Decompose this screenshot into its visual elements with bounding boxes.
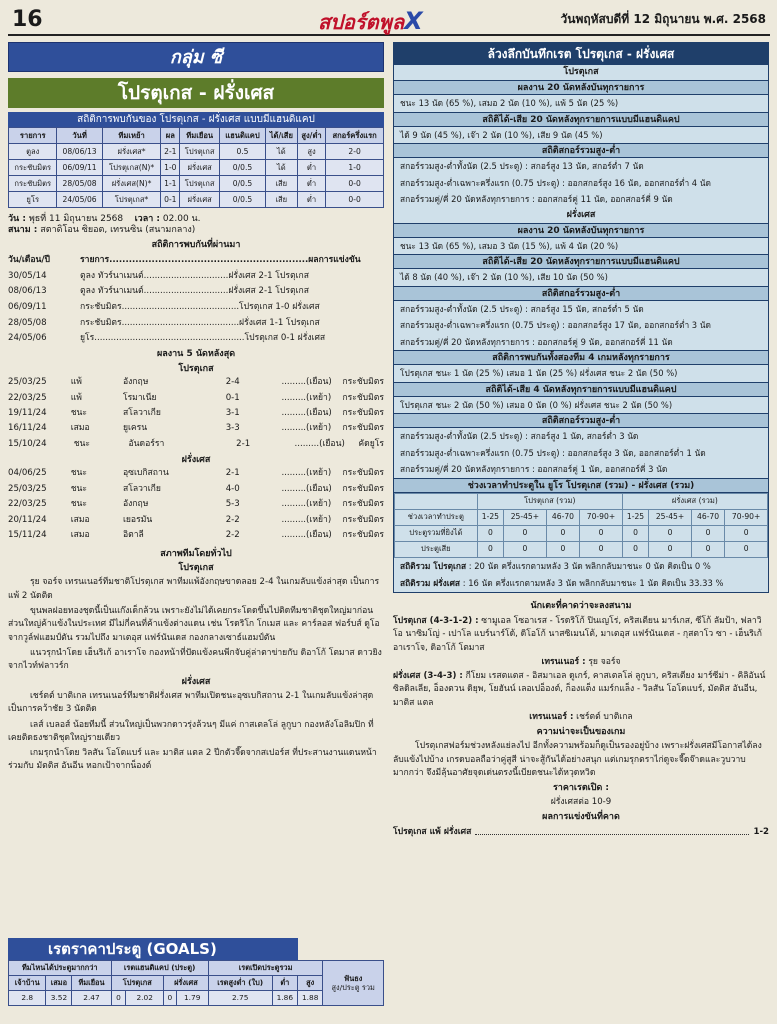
form-result: ชนะ (70, 468, 88, 479)
record-subtitle: สถิติได้-เสีย 20 นัดหลังทุกรายการแบบมีแฮนดิแคป (394, 112, 768, 127)
form-score: 2-4 (225, 377, 240, 388)
handicap-stats-title: สถิติการพบกันของ โปรตุเกส - ฝรั่งเศส แบบมีแฮนดิแคป (8, 112, 384, 127)
form-row (8, 421, 384, 436)
timing-cell: 0 (649, 541, 692, 557)
form-score: 2-2 (225, 529, 240, 540)
form-date: 20/11/24 (8, 514, 47, 525)
form-opponent: สโลวาเกีย (122, 407, 161, 418)
form-date: 04/06/25 (8, 468, 47, 479)
stats-cell: 2-0 (326, 144, 384, 160)
timing-cell: 25-45+ (504, 509, 547, 525)
record-line: สกอร์รวมสูง-ต่ำเฉพาะครึ่งแรก (0.75 ประตู) : ออกสกอร์สูง 16 นัด, ออกสกอร์ต่ำ 4 นัด (400, 177, 711, 188)
form-score: 5-3 (225, 499, 240, 510)
time-label: เวลา : (134, 214, 161, 224)
form-score: 2-1 (236, 438, 251, 449)
masthead (8, 2, 770, 36)
team-status-title: สภาพทีมโดยทั่วไป (160, 548, 232, 559)
form-date: 25/03/25 (8, 483, 47, 494)
h2h-title: สถิติการพบกันที่ผ่านมา (151, 239, 241, 250)
table-row (9, 144, 384, 160)
record-line: โปรตุเกส ชนะ 2 นัด (50 %) เสมอ 0 นัด (0 %) ฝรั่งเศส ชนะ 2 นัด (50 %) (400, 399, 673, 410)
stats-cell: 24/05/06 (57, 192, 102, 208)
stats-cell: 1-1 (161, 176, 180, 192)
goals-sub-home: เจ้าบ้าน (9, 976, 46, 991)
h2h-header-result: รายการ.............................................................ผลการแข่งขัน (80, 255, 361, 266)
stats-header-cell: ผล (161, 128, 180, 144)
stats-header-cell: ได้/เสีย (265, 128, 297, 144)
timing-team2: ฝรั่งเศส (รวม) (622, 493, 767, 509)
timing-cell: 0 (504, 525, 547, 541)
coach-team1 (393, 656, 769, 670)
timing-team1: โปรตุเกส (รวม) (477, 493, 622, 509)
form-opponent: เยอรมัน (122, 514, 153, 525)
h2h-result: กระชับมิตร...........................................โปรตุเกส 1-0 ฝรั่งเศส (80, 301, 320, 312)
form-row (8, 406, 384, 421)
timing-cell: 0 (580, 541, 623, 557)
form-date: 19/11/24 (8, 407, 47, 418)
goals-cell: 1.79 (176, 991, 208, 1006)
h2h-result: ตูลง ทัวร์นาเมนต์...............................ฝรั่งเศส 2-1 โปรตุเกส (80, 270, 309, 281)
stats-cell: 0-0 (326, 192, 384, 208)
h2h-row (8, 268, 384, 284)
article-paragraph: รุย จอร์จ เทรนเนอร์ทีมชาติโปรตุเกส พาทีมแพ้อังกฤษขาดลอย 2-4 ในเกมลับแข้งล่าสุด เป็นการแพ้ 2 นัดติด (8, 577, 380, 601)
timing-cell: 0 (691, 525, 724, 541)
h2h-result: ตูลง ทัวร์นาเมนต์...............................ฝรั่งเศส 2-1 โปรตุเกส (80, 286, 309, 297)
timing-cell: 0 (691, 541, 724, 557)
record-line: สกอร์รวมคู่/คี่ 20 นัดหลังทุกรายการ : ออกสกอร์คู่ 11 นัด, ออกสกอร์คี่ 9 นัด (400, 194, 673, 204)
form-competition: กระชับมิตร (342, 392, 384, 403)
form-title: ผลงาน 5 นัดหลังสุด (156, 349, 236, 360)
form-score: 4-0 (225, 483, 240, 494)
timing-cell: 0 (580, 525, 623, 541)
goals-cell: 2.8 (9, 991, 46, 1006)
timing-cell: 0 (725, 525, 768, 541)
form-score: 2-1 (225, 468, 240, 479)
goals-group1: ทีมไหนได้ประตูมากกว่า (9, 961, 112, 976)
h2h-header (8, 253, 384, 269)
timing-cell: 1-25 (477, 509, 503, 525)
coach-label: เทรนเนอร์ : (541, 656, 586, 667)
form-row (8, 436, 384, 451)
stats-cell: กระชับมิตร (9, 176, 57, 192)
record-subtitle: ผลงาน 20 นัดหลังบันทุกรายการ (394, 223, 768, 238)
goals-cell: 3.52 (46, 991, 72, 1006)
form-result: ชนะ (73, 438, 91, 449)
goals-sub-draw: เสมอ (46, 976, 72, 991)
form-date: 15/10/24 (8, 438, 47, 449)
goals-group2: เรตแฮนดิแคป (ประตู) (111, 961, 208, 976)
form-opponent: อังกฤษ (122, 377, 149, 388)
record-subtitle: สถิติสกอร์รวมสูง-ต่ำ (394, 286, 768, 301)
stats-cell: ต่ำ (297, 176, 325, 192)
form-date: 22/03/25 (8, 392, 47, 403)
form-venue: .........(เหย้า) (281, 468, 332, 479)
issue-date: วันพฤหัสบดีที่ 12 มิถุนายน พ.ศ. 2568 (560, 12, 766, 26)
record-line: โปรตุเกส ชนะ 1 นัด (25 %) เสมอ 1 นัด (25 %) ฝรั่งเศส ชนะ 2 นัด (50 %) (400, 368, 678, 378)
goals-sub-line: เรตสูงต่ำ (ใบ) (208, 976, 272, 991)
summary-label: สถิติรวม โปรตุเกส (400, 560, 467, 571)
goals-cell: 1.86 (272, 991, 297, 1006)
form-date: 15/11/24 (8, 529, 47, 540)
form-row (8, 528, 384, 543)
handicap-stats-table (8, 127, 384, 208)
h2h-row (8, 331, 384, 347)
timing-cell: 1-25 (622, 509, 648, 525)
stats-cell: ต่ำ (297, 192, 325, 208)
status-team2: ฝรั่งเศส (181, 676, 211, 687)
team1-form-list (8, 375, 384, 452)
table-row (9, 160, 384, 176)
goal-timing-table (394, 493, 768, 558)
h2h-date: 06/09/11 (8, 301, 47, 312)
timing-cell: ช่วงเวลาทำประตู (395, 509, 478, 525)
stats-cell: ฝรั่งเศส* (102, 144, 161, 160)
goals-title: เรตราคาประตู (GOALS) (8, 938, 298, 960)
stats-cell: ต่ำ (297, 160, 325, 176)
timing-cell: 0 (477, 525, 503, 541)
stats-cell: กระชับมิตร (9, 160, 57, 176)
form-score: 3-3 (225, 423, 240, 434)
stats-cell: เสีย (265, 192, 297, 208)
record-line: สกอร์รวมสูง-ต่ำเฉพาะครึ่งแรก (0.75 ประตู) : ออกสกอร์สูง 3 นัด, ออกสกอร์ต่ำ 1 นัด (400, 447, 706, 458)
form-row (8, 481, 384, 496)
form-venue: .........(เยือน) (281, 407, 332, 418)
record-line: ชนะ 13 นัด (65 %), เสมอ 3 นัด (15 %), แพ้ 4 นัด (20 %) (400, 240, 619, 251)
form-result: ชนะ (70, 407, 88, 418)
coach-team2 (393, 711, 769, 725)
record-line: ได้ 9 นัด (45 %), เจ๊า 2 นัด (10 %), เสีย 9 นัด (45 %) (400, 129, 603, 140)
summary-text: : 20 นัด ครึ่งแรกตามหลัง 3 นัด พลิกกลับมาชนะ 0 นัด คิดเป็น 0 % (468, 560, 711, 571)
timing-cell: 46-70 (546, 509, 579, 525)
timing-cell: 0 (504, 541, 547, 557)
goals-sub-team2: ฝรั่งเศส (164, 976, 209, 991)
h2h-header-date: วัน/เดือน/ปี (8, 255, 50, 266)
stats-header-cell: สูง/ต่ำ (297, 128, 325, 144)
stats-cell: โปรตุเกส* (102, 192, 161, 208)
timing-cell: 46-70 (691, 509, 724, 525)
opening-odds: ฝรั่งเศสต่อ 10-9 (550, 797, 612, 808)
venue-label: สนาม : (8, 225, 38, 236)
timing-cell: ประตูรวมที่ยิงได้ (395, 525, 478, 541)
form-date: 25/03/25 (8, 377, 47, 388)
lineup-team2 (393, 670, 769, 711)
stats-header-cell: วันที่ (57, 128, 102, 144)
stats-cell: ฝรั่งเศส (180, 160, 220, 176)
logo-x: X (404, 7, 423, 35)
dotted-leader (475, 827, 749, 835)
table-row (9, 176, 384, 192)
right-column (393, 42, 769, 838)
timing-cell: 25-45+ (649, 509, 692, 525)
stats-cell: 06/09/11 (57, 160, 102, 176)
stats-header-cell: ทีมเหย้า (102, 128, 161, 144)
form-row (8, 375, 384, 390)
form-competition: กระชับมิตร (342, 514, 384, 525)
h2h-date: 08/06/13 (8, 286, 47, 297)
goals-odds-box (8, 938, 384, 1006)
stats-cell: โปรตุเกส (180, 144, 220, 160)
goals-sub-team1: โปรตุเกส (111, 976, 164, 991)
venue: สตาดิโอน ซิยอต, เทรนซิน (สนามกลาง) (40, 225, 196, 236)
form-date: 16/11/24 (8, 423, 47, 434)
timing-cell: 70-90+ (580, 509, 623, 525)
form-score: 2-2 (225, 514, 240, 525)
form-opponent: โรมาเนีย (122, 392, 157, 403)
stats-cell: 0/0.5 (220, 176, 266, 192)
stats-cell: สูง (297, 144, 325, 160)
form-result: เสมอ (70, 423, 90, 434)
timing-cell: 0 (622, 541, 648, 557)
page-number: 16 (12, 7, 43, 32)
form-score: 0-1 (225, 392, 240, 403)
goals-sub-over: สูง (298, 976, 323, 991)
team2-form-list (8, 466, 384, 543)
publication-logo (318, 6, 423, 36)
form-result: ชนะ (70, 499, 88, 510)
prediction-title: ผลการแข่งขันที่คาด (542, 812, 620, 823)
form-venue: .........(เยือน) (281, 529, 332, 540)
form-score: 3-1 (225, 407, 240, 418)
form-opponent: อิตาลี (122, 529, 144, 540)
odds-record-box (393, 42, 769, 593)
h2h-date: 30/05/14 (8, 270, 47, 281)
form-competition: กระชับมิตร (342, 529, 384, 540)
form-venue: .........(เหย้า) (281, 514, 332, 525)
form-opponent: อุซเบกิสถาน (122, 468, 169, 479)
probability-text: โปรตุเกสฟอร์มช่วงหลังแย่ลงไป อีกทั้งความพร้อมก็ดูเป็นรองอยู่บ้าง เพราะฝรั่งเศสมีโอกาสได้ลงลับแข้งไปบ้าง เกรดบอลถือว่าคู่สูสี น่าจะสู้กันได้อย่างสนุก แต่เกมรุกตราไก่ดูจะจี๊ดจ๊าดและวูบวาบมากกว่า จึงมีลุ้นอาศัยจุดเด่นตรงนี้เบียดชนะได้หวุดหวิด (393, 740, 762, 779)
record-line: ชนะ 13 นัด (65 %), เสมอ 2 นัด (10 %), แพ้ 5 นัด (25 %) (400, 98, 619, 108)
h2h-result: ยูโร.......................................................โปรตุเกส 0-1 ฝรั่งเศส (80, 333, 326, 344)
goals-cell: 2.75 (208, 991, 272, 1006)
form-venue: .........(เยือน) (294, 438, 345, 449)
coach-name: เชร์ตต์ บาติเกล (576, 711, 633, 722)
timing-cell: 0 (546, 541, 579, 557)
article-paragraph: เชร์ตต์ บาติเกล เทรนเนอร์ทีมชาติฝรั่งเศส พาทีมเปิดชนะอุซเบกิสถาน 2-1 ในเกมลับแข้งล่าสุด เป็นการคว้าชัย 3 นัดติด (8, 690, 374, 715)
date-label: วัน : (8, 214, 26, 224)
timing-cell: 0 (649, 525, 692, 541)
status-team1: โปรตุเกส (178, 563, 214, 574)
stats-header-cell: สกอร์ครึ่งแรก (326, 128, 384, 144)
goals-cell: 2.02 (126, 991, 164, 1006)
form-result: เสมอ (70, 529, 90, 540)
record-team2: ฝรั่งเศส (566, 209, 596, 220)
timing-cell: 70-90+ (725, 509, 768, 525)
team2-form-title: ฝรั่งเศส (181, 454, 211, 465)
article-paragraph: แนวรุกนำโดย เฮ็นริเก้ อาเราโจ กองหน้าที่ปัดแข้งคนพีกจับคู่ล่าตาข่ายกับ ดิอาโก้ โตมาส ดาวยิงจากไวท์ฟลาวร์ก (8, 648, 382, 672)
lineup-players: ซามูเอล โซอาเรส - โรดริโก้ ปินเญโร่, คริสเตียน มาร์เกส, ซีโก้ ลัมป้า, ฟลาวิโอ นาซิมโญ่ - เปาโล แบร์นาร์โด้, ดิโอโก้ นาสซิเมนโต้, มาเตอุส แฟร์นันเดส - กุสตาโว ซา - เฮ็นริเก้ อาเราโจ, ดิอาโก้ โตมาส (393, 615, 762, 654)
form-venue: .........(เหย้า) (281, 423, 332, 434)
stats-cell: 2-1 (161, 144, 180, 160)
logo-text: สปอร์ตพูล (318, 10, 405, 34)
prediction-line (393, 827, 769, 838)
form-opponent: ยูเครน (122, 423, 148, 434)
record-line: สกอร์รวมสูง-ต่ำทั้งนัด (2.5 ประตู) : สกอร์สูง 15 นัด, สกอร์ต่ำ 5 นัด (400, 303, 644, 314)
record-subtitle: สถิติสกอร์รวมสูง-ต่ำ (394, 413, 768, 428)
stats-cell: ยูโร (9, 192, 57, 208)
record-subtitle: สถิติได้-เสีย 20 นัดหลังทุกรายการแบบมีแฮนดิแคป (394, 254, 768, 269)
goals-cell: 0 (164, 991, 177, 1006)
stats-cell: 1-0 (326, 160, 384, 176)
h2h-date: 24/05/06 (8, 333, 47, 344)
stats-cell: ตูลง (9, 144, 57, 160)
goals-group4 (323, 961, 384, 1006)
goals-sub-under: ต่ำ (272, 976, 297, 991)
stats-cell: ฝรั่งเศส(N)* (102, 176, 161, 192)
form-result: แพ้ (70, 392, 82, 403)
form-opponent: สโลวาเกีย (122, 483, 161, 494)
prediction-text: โปรตุเกส แพ้ ฝรั่งเศส (393, 827, 472, 838)
record-line: สกอร์รวมสูง-ต่ำเฉพาะครึ่งแรก (0.75 ประตู) : ออกสกอร์สูง 17 นัด, ออกสกอร์ต่ำ 3 นัด (400, 320, 711, 330)
article-paragraph: เกมรุกนำโดย วิลสัน โอโดแบร์ และ มาติส แตล 2 ปีกตัวจี๊ดจากสเปอร์ส ที่ประสานงานแดนหน้าร่วมกับ มัตติส อันอีน หอกเป้าจากน็องต์ (8, 748, 377, 772)
coach-name: รุย จอร์จ (588, 656, 621, 667)
prediction-score: 1-2 (753, 827, 769, 838)
team1-form-title: โปรตุเกส (178, 363, 214, 374)
form-venue: .........(เหย้า) (281, 392, 332, 403)
stats-cell: เสีย (265, 176, 297, 192)
record-line: สกอร์รวมคู่/คี่ 20 นัดหลังทุกรายการ : ออกสกอร์คู่ 1 นัด, ออกสกอร์คี่ 3 นัด (400, 464, 668, 474)
goals-cell: 2.47 (72, 991, 111, 1006)
stats-cell: 0-1 (161, 192, 180, 208)
form-competition: กระชับมิตร (342, 423, 384, 434)
lineup-label: โปรตุเกส (4-3-1-2) : (393, 615, 479, 626)
left-column (8, 42, 384, 1020)
record-subtitle: ผลงาน 20 นัดหลังบันทุกรายการ (394, 80, 768, 95)
goals-verdict: สูง/ประตู รวม (331, 983, 375, 992)
summary-text: : 16 นัด ครึ่งแรกตามหลัง 3 นัด พลิกกลับมาชนะ 1 นัด คิดเป็น 33.33 % (462, 577, 724, 588)
table-row (9, 192, 384, 208)
match-banner: โปรตุเกส - ฝรั่งเศส (8, 78, 384, 108)
form-row (8, 497, 384, 512)
summary-team2 (394, 575, 768, 592)
form-venue: .........(เยือน) (281, 483, 332, 494)
record-subtitle: สถิติได้-เสีย 4 นัดหลังทุกรายการแบบมีแฮนดิแคป (394, 382, 768, 397)
stats-cell: โปรตุเกส (180, 176, 220, 192)
form-competition: กระชับมิตร (342, 468, 384, 479)
lineup-title: นักเตะที่คาดว่าจะลงสนาม (530, 601, 632, 612)
group-banner: กลุ่ม ซี (8, 42, 384, 72)
lineup-label: ฝรั่งเศส (3-4-3) : (393, 670, 463, 681)
form-competition: กระชับมิตร (342, 499, 384, 510)
h2h-row (8, 300, 384, 316)
form-result: เสมอ (70, 514, 90, 525)
summary-label: สถิติรวม ฝรั่งเศส (400, 577, 461, 588)
form-opponent: อันดอร์รา (128, 438, 165, 449)
form-competition: กระชับมิตร (342, 407, 384, 418)
timing-cell: 0 (546, 525, 579, 541)
form-competition: คัดยูโร (358, 438, 384, 449)
stats-cell: โปรตุเกส(N)* (102, 160, 161, 176)
timing-cell: ประตูเสีย (395, 541, 478, 557)
h2h-row (8, 315, 384, 331)
h2h-result: กระชับมิตร...........................................ฝรั่งเศส 1-1 โปรตุเกส (80, 317, 320, 328)
goals-group3: เรตเปิดประตูรวม (208, 961, 323, 976)
form-result: ชนะ (70, 483, 88, 494)
article-paragraph: เลส์ เบลอส์ น้อยทีมนี้ ส่วนใหญ่เป็นพวกดาวรุ่งล้วนๆ มีแค่ กาสเตลโล่ ลูกูบา กองหลังโอลิมปิก ที่เคยติดธงชาติชุดใหญ่รายเดียว (8, 719, 374, 743)
form-row (8, 390, 384, 405)
lineup-section (393, 601, 769, 838)
goals-cell: 1.88 (298, 991, 323, 1006)
goal-timing-title: ช่วงเวลาทำประตูใน ยูโร โปรตุเกส (รวม) - ฝรั่งเศส (รวม) (394, 478, 768, 493)
opening-odds-title: ราคาเรตเปิด : (552, 783, 610, 794)
form-row (8, 512, 384, 527)
form-competition: กระชับมิตร (342, 483, 384, 494)
form-competition: กระชับมิตร (342, 377, 384, 388)
stats-cell: 0-0 (326, 176, 384, 192)
record-line: สกอร์รวมสูง-ต่ำทั้งนัด (2.5 ประตู) : สกอร์สูง 1 นัด, สกอร์ต่ำ 3 นัด (400, 431, 639, 441)
odds-record-title: ล้วงลึกบันทึกเรต โปรตุเกส - ฝรั่งเศส (394, 43, 768, 65)
goals-sub-away: ทีมเยือน (72, 976, 111, 991)
stats-cell: 08/06/13 (57, 144, 102, 160)
stats-cell: 0/0.5 (220, 160, 266, 176)
stats-header-cell: แฮนดิแคป (220, 128, 266, 144)
timing-cell: 0 (622, 525, 648, 541)
h2h-row (8, 284, 384, 300)
kickoff-time: 02.00 น. (162, 214, 201, 224)
record-line: สกอร์รวมคู่/คี่ 20 นัดหลังทุกรายการ : ออกสกอร์คู่ 9 นัด, ออกสกอร์คี่ 11 นัด (400, 336, 673, 347)
goals-cell: 0 (111, 991, 126, 1006)
stats-cell: 28/05/08 (57, 176, 102, 192)
stats-header-cell: ทีมเยือน (180, 128, 220, 144)
goals-verdict-label: ฟันธง (344, 973, 363, 983)
coach-label: เทรนเนอร์ : (529, 711, 574, 722)
lineup-team1 (393, 615, 769, 656)
stats-header-cell: รายการ (9, 128, 57, 144)
article-paragraph: ขุนพลฝอยทองชุดนี้เป็นแก๊งเด็กล้วน เพราะยังไม่ได้เคยกระโดดขึ้นไปติดทีมชาติชุดใหญ่มาก่อน ส่วนใหญ่ค้าแข้งในประเทศ มีไม่กี่คนที่ค้าแข้งต่างแดน เช่น โรดริโก โกเมส และ คาร์ลอส ฟอร์บส์ ดูโอจากวูล์ฟแฮมป์ตัน รวมไปถึง มาเตอุส แฟร์นันเดส กองกลางเซาธ์แฮมป์ตัน (8, 606, 380, 643)
summary-team1 (394, 558, 768, 575)
record-subtitle: สถิติการพบกันทั้งสองทีม 4 เกมหลังทุกรายการ (394, 350, 768, 365)
stats-cell: 1-0 (161, 160, 180, 176)
record-line: สกอร์รวมสูง-ต่ำทั้งนัด (2.5 ประตู) : สกอร์สูง 13 นัด, สกอร์ต่ำ 7 นัด (400, 161, 644, 171)
stats-cell: ได้ (265, 160, 297, 176)
timing-cell: 0 (477, 541, 503, 557)
stats-cell: ได้ (265, 144, 297, 160)
form-date: 22/03/25 (8, 499, 47, 510)
record-team1: โปรตุเกส (563, 67, 599, 77)
probability-title: ความน่าจะเป็นของเกม (536, 726, 626, 737)
match-info (8, 214, 384, 237)
match-date: พุธที่ 11 มิถุนายน 2568 (28, 214, 124, 224)
form-result: แพ้ (70, 377, 82, 388)
stats-cell: ฝรั่งเศส (180, 192, 220, 208)
stats-cell: 0/0.5 (220, 192, 266, 208)
form-row (8, 466, 384, 481)
h2h-date: 28/05/08 (8, 317, 47, 328)
stats-cell: 0.5 (220, 144, 266, 160)
goals-odds-table (8, 960, 384, 1006)
record-subtitle: สถิติสกอร์รวมสูง-ต่ำ (394, 143, 768, 158)
form-opponent: อังกฤษ (122, 499, 149, 510)
timing-cell: 0 (725, 541, 768, 557)
form-venue: .........(เยือน) (281, 377, 332, 388)
timing-corner (395, 493, 478, 509)
record-line: ได้ 8 นัด (40 %), เจ๊า 2 นัด (10 %), เสีย 10 นัด (50 %) (400, 272, 608, 282)
lineup-players: กีโยม เรสตแตส - อิสมาเอล ดูเกร์, คาสเตลโล่ ลูกูบา, คริสเตียง มาร์ซีม่า - คิลิอันน์ ซิลดิลเลีย, อ็องตวน ดิยุพ, โยฮันน์ เลอเปอ็องต์, ก็องแต็ง แมร์กแล็ง - วิลสัน โอโดแบร์, มัตติส อันอีน, มาติส แตล (393, 670, 766, 709)
h2h-list (8, 268, 384, 346)
form-venue: .........(เหย้า) (281, 499, 332, 510)
